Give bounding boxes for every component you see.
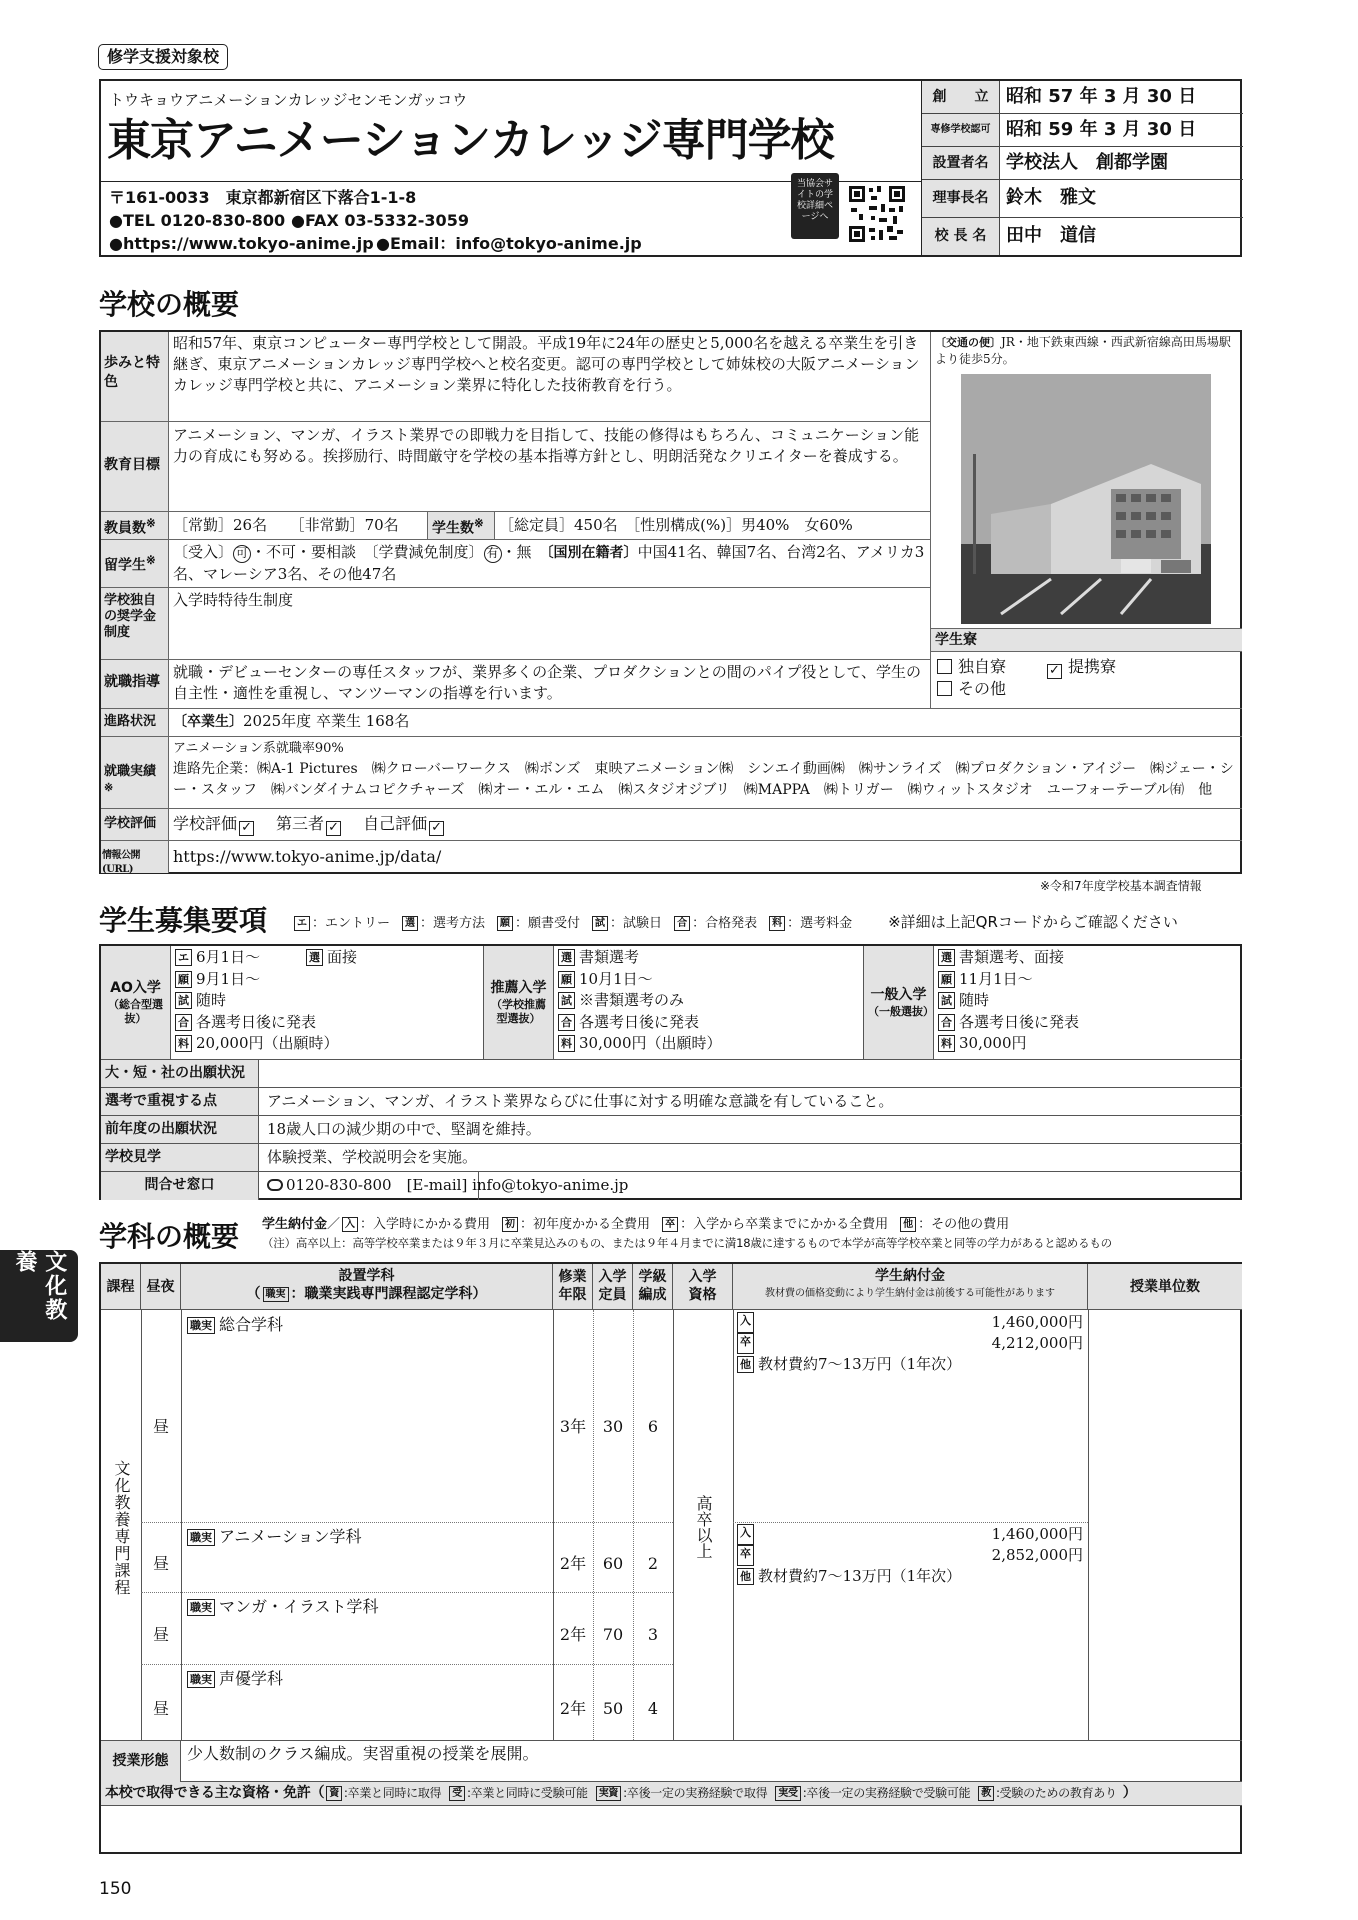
eval-self-checkbox: ✓ [429,821,444,836]
dept-capacity: 30 [602,1417,624,1436]
dept-capacity: 70 [602,1625,624,1644]
course-label: 進路状況 [101,709,169,737]
info-label: 校 長 名 [922,218,1000,255]
info-value: 昭和 59 年 3 月 30 日 [1006,118,1197,140]
recruit-row [101,1116,1242,1144]
recruit-item: 料 20,000円（出願時） [175,1033,339,1055]
eval-text: 学校評価 ✓ 第三者 ✓ 自己評価 ✓ [169,809,1242,841]
fee-entry: 1,460,000円 [991,1525,1083,1543]
dorm-partner-checkbox: ✓ [1047,664,1062,679]
contact-row [101,1172,1242,1200]
fee-total: 2,852,000円 [991,1546,1083,1564]
dorm-other-checkbox [937,681,952,696]
eval-third-checkbox: ✓ [326,821,341,836]
students-count: ［総定員］450名 ［性別構成(%)］男40% 女60% [495,512,930,540]
recruit-table [99,944,1242,1200]
students-label: 学生数※ [427,512,495,540]
fee-entry: 1,460,000円 [991,1313,1083,1331]
dept-classes: 3 [647,1625,659,1644]
scholarship-text: 入学時特待生制度 [169,588,930,660]
license-key: 教 [978,1786,994,1801]
tel: ●TEL 0120-830-800 [109,211,286,230]
recruit-item: 試 随時 [175,990,339,1012]
dept-classes: 4 [647,1699,659,1718]
info-label: 創 立 [922,81,1000,113]
license-key: 実資 [596,1786,621,1801]
job-text: 就職・デビューセンターの専任スタッフが、業界多くの企業、プロダクションとの間のパイプ役として、学生の自主性・適性を重視し、マンツーマンの指導を行います。 [173,663,922,702]
recruit-ao [101,946,484,1059]
dept-time: 昼 [152,1417,169,1436]
intl-text: 〔受入〕 可 ・不可・要相談 〔学費減免制度〕 有 ・無 〔国別在籍者〕中国41名、韓国7名、台湾2名、アメリカ3名、マレーシア3名、その他47名 [169,540,930,588]
dept-name: 職実 声優学科 [187,1668,283,1690]
contact-label: 問合せ窓口 [101,1172,259,1200]
scholarship-label: 学校独自の奨学金制度 [101,588,169,660]
col-fee: 学生納付金 教材費の価格変動により学生納付金は前後する可能性があります [733,1264,1088,1310]
dept-time: 昼 [152,1699,169,1718]
recruit-item: 試 随時 [938,990,1079,1012]
info-value: 学校法人 創都学園 [1006,151,1168,173]
license-row: 本校で取得できる主な資格・免許（ 資 :卒業と同時に取得 受 :卒業と同時に受験可能 実資 :卒後一定の実務経験で取得 実受 :卒後一定の実務経験で受験可能 教 :受験のための教育あり ） [101,1782,1242,1806]
intl-label: 留学生※ [101,540,169,588]
recruit-row-label: 学校見学 [101,1144,259,1171]
recruit-title: 学生募集要項 [99,904,268,937]
support-badge: 修学支援対象校 [98,44,228,70]
address: 〒161-0033 東京都新宿区下落合1-1-8 [109,188,417,207]
website-link[interactable]: ●https://www.tokyo-anime.jp [109,234,374,253]
legend-key: 願 [497,916,513,931]
fee-legend-text: ：入学から卒業までにかかる全費用 [680,1217,889,1232]
license-text: :受験のための教育あり [995,1786,1117,1800]
qr-caption: 当協会サイトの学校詳細ページへ [791,173,839,239]
access-panel: 〔交通の便〕JR・地下鉄東西線・西武新宿線高田馬場駅より徒歩5分。 学生寮 独自寮 ✓ 提携寮 その他 [930,332,1242,708]
course-name: 文化教養専門課程 [112,1460,131,1596]
recruit-row [101,1060,1242,1088]
depts-title: 学科の概要 [99,1220,240,1253]
survey-note: ※令和7年度学校基本調査情報 [1040,879,1202,893]
license-key: 資 [326,1786,342,1801]
recruit-row-label: 大・短・社の出願状況 [101,1060,259,1087]
info-row [922,81,1243,114]
license-key: 実受 [775,1786,800,1801]
career-text: アニメーション系就職率90% 進路先企業：㈱A-1 Pictures ㈱クローバーワークス ㈱ボンズ 東映アニメーション㈱ シンエイ動画㈱ ㈱サンライズ ㈱プロダクション・アイジー ㈱ジェー・シー・スタッフ ㈱バンダイナムコピクチャーズ ㈱オー・エル・エム ㈱スタジオジブリ ㈱MAPPA ㈱トリガー ㈱ウィットスタジオ ユーフォーテーブル㈲ 他 [169,737,1242,809]
info-row [922,114,1243,147]
recruit-item: 選 書類選考、面接 [938,947,1079,969]
license-text: :卒業と同時に取得 [343,1786,442,1800]
disclosure-label: 情報公開(URL) [101,841,169,873]
legend-key: 選 [402,916,418,931]
recruit-type-label: AO入学 （総合型選抜） [101,946,171,1059]
license-text: :卒後一定の実務経験で受験可能 [802,1786,971,1800]
fee-legend-key: 入 [342,1217,358,1232]
license-text: :卒業と同時に受験可能 [466,1786,588,1800]
recruit-row-value [259,1060,275,1087]
recruit-item: 願 10月1日～ [558,969,722,991]
lesson-text: 少人数制のクラス編成。実習重視の授業を展開。 [187,1744,539,1763]
recruit-type-label: 一般入学 （一般選抜） [864,946,934,1059]
license-key: 受 [449,1786,465,1801]
recruit-item: エ 6月1日～ [175,947,339,969]
school-building-photo [961,374,1211,624]
recruit-item: 願 11月1日～ [938,969,1079,991]
dept-years: 2年 [559,1625,587,1644]
legend-key: 料 [769,916,785,931]
goal-text: アニメーション、マンガ、イラスト業界での即戦力を目指して、技能の修得はもちろん、コミュニケーション能力の育成にも努める。挨拶励行、時間厳守を学校の基本指導方針とし、明朗活発なクリエイターを養成する。 [169,422,930,512]
fee-legend-key: 初 [502,1217,518,1232]
contact-value: 0120-830-800 [E-mail] info@tokyo-anime.jp [259,1172,479,1200]
disclosure-link[interactable]: https://www.tokyo-anime.jp/data/ [173,847,442,866]
email-link[interactable]: ●Email：info@tokyo-anime.jp [376,234,642,253]
qualification: 高卒以上 [694,1495,713,1559]
recruit-item: 料 30,000円（出願時） [558,1033,722,1055]
dept-capacity: 50 [602,1699,624,1718]
fee-legend-text: ：入学時にかかる費用 [360,1217,491,1232]
recruit-row-label: 選考で重視する点 [101,1088,259,1115]
recruit-item: 合 各選考日後に発表 [938,1012,1079,1034]
goal-label: 教育目標 [101,422,169,512]
eval-label: 学校評価 [101,809,169,841]
recruit-row [101,1088,1242,1116]
recruit-item: 選 書類選考 [558,947,722,969]
recruit-item: 願 9月1日～ [175,969,339,991]
recruit-item: 選 面接 [306,947,357,969]
legend-key: 合 [674,916,690,931]
school-name: 東京アニメーションカレッジ専門学校 [107,115,834,166]
course-text: 〔卒業生〕2025年度 卒業生 168名 [169,709,1242,737]
col-dept: 設置学科 （ 職実 ：職業実践専門課程認定学科） [181,1264,553,1310]
legend-text: ：エントリー [312,916,391,931]
legend-key: 試 [592,916,608,931]
history-label: 歩みと特色 [101,332,169,422]
school-kana: トウキョウアニメーションカレッジセンモンガッコウ [109,91,468,109]
info-row [922,218,1243,255]
access-label: 〔交通の便〕 [935,336,1001,349]
free-dial-icon [267,1179,283,1191]
info-value: 鈴木 雅文 [1006,187,1096,209]
page-number: 150 [99,1879,132,1899]
dorm-self-checkbox [937,659,952,674]
dept-years: 2年 [559,1554,587,1573]
legend-text: ：願書受付 [515,916,581,931]
dept-classes: 2 [647,1554,659,1573]
staff-count: ［常勤］26名 ［非常勤］70名 [169,512,427,540]
access-text: JR・地下鉄東西線・西武新宿線高田馬場駅より徒歩5分。 [935,335,1231,366]
fee-legend: 学生納付金／ 入 ：入学時にかかる費用 初 ：初年度かかる全費用 卒 ：入学から卒業までにかかる全費用 他 ：その他の費用 [262,1217,1010,1232]
recruit-row-value: 体験授業、学校説明会を実施。 [267,1148,478,1166]
info-label: 専修学校認可 [922,114,1000,146]
col-capacity: 入学定員 [593,1264,633,1310]
school-header [99,79,1242,257]
dorm-label: 学生寮 [931,628,1242,652]
school-info-table [921,81,1242,255]
col-credits: 授業単位数 [1130,1279,1200,1295]
info-row [922,180,1243,218]
staff-label: 教員数※ [101,512,169,540]
recruit-item: 合 各選考日後に発表 [558,1012,722,1034]
info-row [922,147,1243,180]
recruit-row-value: 18歳人口の減少期の中で、堅調を維持。 [267,1120,541,1138]
recruit-item: 料 30,000円 [938,1033,1079,1055]
fee-legend-key: 他 [900,1217,916,1232]
recruit-suisen [484,946,864,1059]
info-label: 理事長名 [922,180,1000,217]
recruit-legend: エ ：エントリー 選 ：選考方法 願 ：願書受付 試 ：試験日 合 ：合格発表 料 ：選考料金 ※詳細は上記QRコードからご確認ください [292,912,1178,933]
recruit-row-label: 前年度の出願状況 [101,1116,259,1143]
recruit-item: 試 ※書類選考のみ [558,990,722,1012]
fee-block: 入 1,460,000円 卒 2,852,000円 他 教材費約7～13万円（1年次） [737,1524,1083,1587]
col-time: 昼夜 [141,1264,181,1310]
col-classes: 学級編成 [633,1264,673,1310]
lesson-label: 授業形態 [101,1741,181,1782]
info-value: 田中 道信 [1006,225,1096,247]
overview-table [99,330,1242,874]
recruit-row [101,1144,1242,1172]
recruit-ippan [864,946,1242,1059]
col-years: 修業年限 [553,1264,593,1310]
career-label: 就職実績※ [101,737,169,809]
col-qual: 入学資格 [673,1264,733,1310]
recruit-row-value: アニメーション、マンガ、イラスト業界ならびに仕事に対する明確な意識を有していること。 [267,1092,894,1110]
fee-legend-key: 卒 [662,1217,678,1232]
info-value: 昭和 57 年 3 月 30 日 [1006,85,1197,107]
legend-text: ：選考料金 [787,916,853,931]
legend-text: ：試験日 [610,916,663,931]
dept-years: 3年 [559,1417,587,1436]
overview-title: 学校の概要 [99,288,240,321]
dept-table [99,1262,1242,1854]
dept-name: 職実 マンガ・イラスト学科 [187,1596,379,1618]
legend-key: エ [294,916,310,931]
dept-time: 昼 [152,1625,169,1644]
eval-school-checkbox: ✓ [239,821,254,836]
recruit-type-label: 推薦入学 （学校推薦型選抜） [484,946,554,1059]
history-text: 昭和57年、東京コンピューター専門学校として開設。平成19年に24年の歴史と5,000名を越える卒業生を引き継ぎ、東京アニメーションカレッジ専門学校へと校名変更。認可の専門学校として姉妹校の大阪アニメーションカレッジ専門学校と共に、アニメーション業界に特化した技術教育を行う。 [169,332,930,422]
fee-block: 入 1,460,000円 卒 4,212,000円 他 教材費約7～13万円（1年次） [737,1312,1083,1375]
dept-name: 職実 アニメーション学科 [187,1526,362,1548]
dept-time: 昼 [152,1554,169,1573]
qr-code-icon[interactable] [847,184,907,244]
recruit-item: 合 各選考日後に発表 [175,1012,339,1034]
col-course: 課程 [101,1264,141,1310]
job-label: 就職指導 [101,660,169,708]
legend-text: ：選考方法 [420,916,486,931]
fee-other: 教材費約7～13万円（1年次） [758,1567,962,1585]
legend-text: ：合格発表 [692,916,758,931]
fee-legend-text: ：その他の費用 [918,1217,1010,1232]
info-label: 設置者名 [922,147,1000,179]
dept-capacity: 60 [602,1554,624,1573]
fee-other: 教材費約7～13万円（1年次） [758,1355,962,1373]
dept-years: 2年 [559,1699,587,1718]
qualification-note: （注）高卒以上：高等学校卒業または９年３月に卒業見込みのもの、または９年４月までに満18歳に達するもので本学が高等学校卒業と同等の学力があると認めるもの [262,1236,1112,1250]
fee-legend-text: ：初年度かかる全費用 [520,1217,651,1232]
fax: ●FAX 03-5332-3059 [291,211,469,230]
dept-classes: 6 [647,1417,659,1436]
dept-name: 職実 総合学科 [187,1314,283,1336]
fee-total: 4,212,000円 [991,1334,1083,1352]
side-tab: 文化教養 [0,1250,78,1342]
license-text: :卒後一定の実務経験で取得 [623,1786,768,1800]
